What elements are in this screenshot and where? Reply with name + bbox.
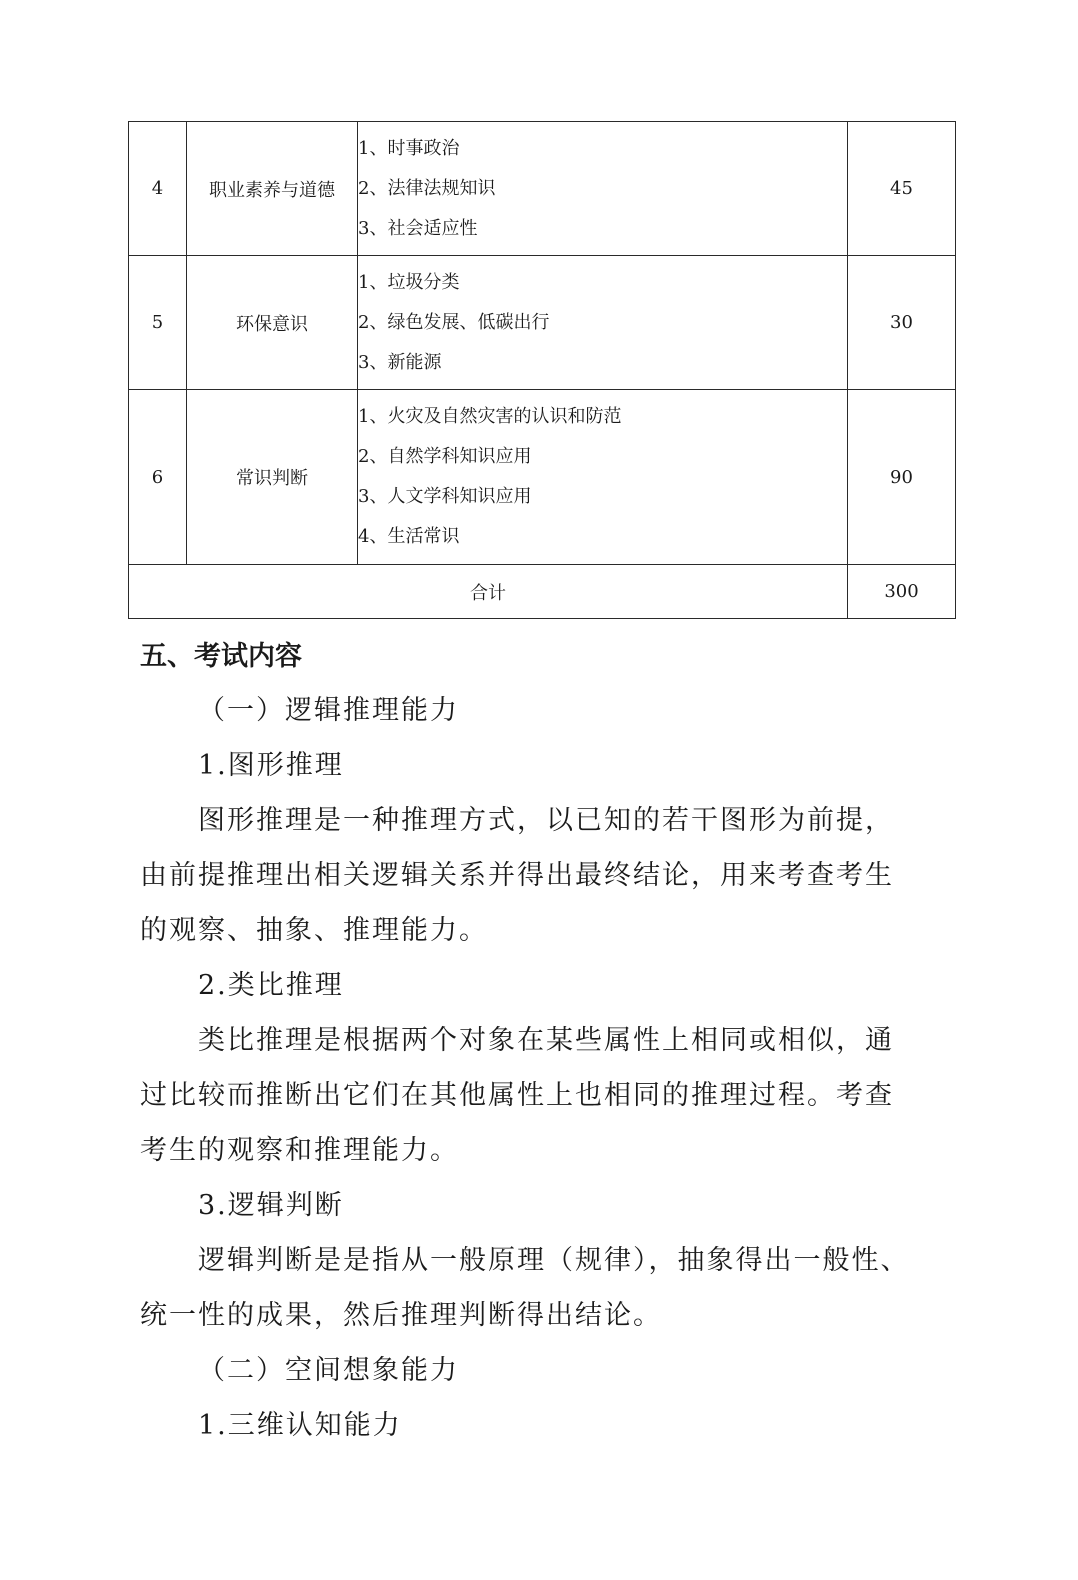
row-number: 6 [129,390,187,565]
subsection-title-logic: （一）逻辑推理能力 [198,695,459,726]
content-item: 3、新能源 [358,351,442,373]
row-score: 90 [848,390,956,565]
content-item: 1、时事政治 [358,137,460,159]
row-number: 4 [129,122,187,256]
content-item: 2、绿色发展、低碳出行 [358,311,550,333]
item-title-3d-cognition: 1.三维认知能力 [198,1410,402,1441]
content-item: 4、生活常识 [358,526,460,547]
total-score: 300 [848,565,956,619]
score-table [128,121,956,619]
content-item: 1、火灾及自然灾害的认识和防范 [358,406,622,427]
table-row [129,256,956,390]
paragraph-line: 类比推理是根据两个对象在某些属性上相同或相似，通 [198,1025,894,1056]
content-item: 1、垃圾分类 [358,271,460,293]
content-item: 2、自然学科知识应用 [358,446,532,467]
item-title-figure-reasoning: 1.图形推理 [198,750,344,781]
row-content [358,390,848,565]
paragraph-line: 过比较而推断出它们在其他属性上也相同的推理过程。考查 [140,1080,894,1111]
table-total-row [129,565,956,619]
content-item: 2、法律法规知识 [358,177,496,199]
row-subject: 环保意识 [187,256,358,390]
table-row [129,122,956,256]
paragraph-line: 考生的观察和推理能力。 [140,1135,459,1166]
content-item: 3、社会适应性 [358,217,478,239]
exam-content-body [140,683,940,1453]
row-number: 5 [129,256,187,390]
item-title-analogy-reasoning: 2.类比推理 [198,970,344,1001]
row-subject: 职业素养与道德 [187,122,358,256]
table-row [129,390,956,565]
row-content [358,122,848,256]
content-item: 3、人文学科知识应用 [358,486,532,507]
row-subject: 常识判断 [187,390,358,565]
row-content [358,256,848,390]
row-score: 30 [848,256,956,390]
paragraph-line: 由前提推理出相关逻辑关系并得出最终结论，用来考查考生 [140,860,894,891]
paragraph-line: 图形推理是一种推理方式，以已知的若干图形为前提， [198,805,894,836]
row-score: 45 [848,122,956,256]
paragraph-line: 统一性的成果，然后推理判断得出结论。 [140,1300,662,1331]
section-heading: 五、考试内容 [140,641,302,672]
subsection-title-spatial: （二）空间想象能力 [198,1355,459,1386]
total-label: 合计 [129,565,848,619]
paragraph-line: 逻辑判断是是指从一般原理（规律），抽象得出一般性、 [198,1245,910,1276]
item-title-logic-judgment: 3.逻辑判断 [198,1190,344,1221]
paragraph-line: 的观察、抽象、推理能力。 [140,915,488,946]
